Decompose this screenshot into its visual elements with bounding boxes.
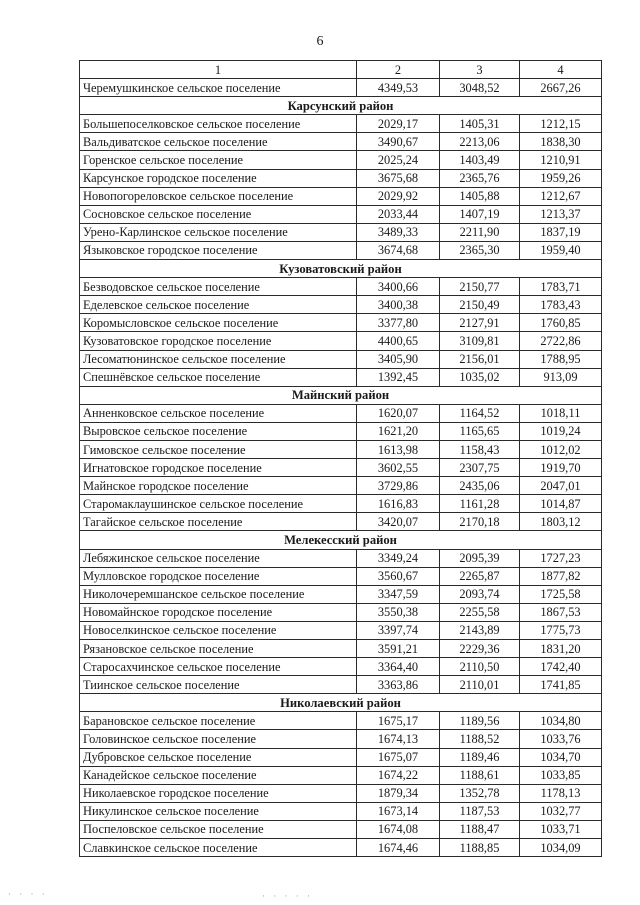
value-cell-col3: 1405,31 (440, 115, 520, 133)
table-row (80, 350, 602, 368)
table-row (80, 151, 602, 169)
value-cell-col2: 1673,14 (357, 802, 440, 820)
value-cell-col3: 2150,77 (440, 278, 520, 296)
value-cell-col4: 1727,23 (520, 549, 602, 567)
value-cell-col2: 1674,46 (357, 839, 440, 857)
settlement-name-cell: Поспеловское сельское поселение (80, 820, 357, 838)
value-cell-col2: 1674,22 (357, 766, 440, 784)
table-row (80, 187, 602, 205)
table-row (80, 567, 602, 585)
value-cell-col3: 1189,46 (440, 748, 520, 766)
settlement-name-cell: Старосахчинское сельское поселение (80, 658, 357, 676)
value-cell-col3: 2170,18 (440, 513, 520, 531)
value-cell-col4: 1838,30 (520, 133, 602, 151)
value-cell-col4: 1742,40 (520, 658, 602, 676)
value-cell-col2: 3490,67 (357, 133, 440, 151)
settlement-name-cell: Гимовское сельское поселение (80, 440, 357, 458)
settlement-name-cell: Новомайнское городское поселение (80, 603, 357, 621)
value-cell-col4: 1033,76 (520, 730, 602, 748)
district-header-row (80, 97, 602, 115)
value-cell-col3: 1035,02 (440, 368, 520, 386)
table-row (80, 676, 602, 694)
value-cell-col4: 1741,85 (520, 676, 602, 694)
table-row (80, 422, 602, 440)
value-cell-col2: 1674,08 (357, 820, 440, 838)
table-row (80, 839, 602, 857)
value-cell-col4: 1034,70 (520, 748, 602, 766)
settlement-name-cell: Головинское сельское поселение (80, 730, 357, 748)
table-header-row (80, 61, 602, 79)
settlement-name-cell: Черемушкинское сельское поселение (80, 79, 357, 97)
value-cell-col2: 3347,59 (357, 585, 440, 603)
table-row (80, 730, 602, 748)
value-cell-col4: 1212,67 (520, 187, 602, 205)
district-header-row (80, 694, 602, 712)
value-cell-col2: 3602,55 (357, 459, 440, 477)
value-cell-col4: 1210,91 (520, 151, 602, 169)
value-cell-col3: 1188,52 (440, 730, 520, 748)
settlement-name-cell: Новопогореловское сельское поселение (80, 187, 357, 205)
value-cell-col4: 1837,19 (520, 223, 602, 241)
settlement-name-cell: Коромысловское сельское поселение (80, 314, 357, 332)
settlement-name-cell: Еделевское сельское поселение (80, 296, 357, 314)
value-cell-col4: 1213,37 (520, 205, 602, 223)
district-name: Николаевский район (80, 694, 602, 712)
value-cell-col4: 1178,13 (520, 784, 602, 802)
table-row (80, 513, 602, 531)
value-cell-col4: 1034,80 (520, 712, 602, 730)
settlement-name-cell: Славкинское сельское поселение (80, 839, 357, 857)
value-cell-col3: 1187,53 (440, 802, 520, 820)
value-cell-col3: 2127,91 (440, 314, 520, 332)
settlement-name-cell: Старомаклаушинское сельское поселение (80, 495, 357, 513)
value-cell-col3: 2156,01 (440, 350, 520, 368)
table-row (80, 712, 602, 730)
value-cell-col4: 1783,71 (520, 278, 602, 296)
value-cell-col2: 3397,74 (357, 621, 440, 639)
value-cell-col4: 1725,58 (520, 585, 602, 603)
settlement-name-cell: Большепоселковское сельское поселение (80, 115, 357, 133)
value-cell-col3: 2265,87 (440, 567, 520, 585)
table-row (80, 278, 602, 296)
value-cell-col2: 1392,45 (357, 368, 440, 386)
value-cell-col3: 2307,75 (440, 459, 520, 477)
table-row (80, 133, 602, 151)
table-row (80, 820, 602, 838)
value-cell-col4: 1032,77 (520, 802, 602, 820)
value-cell-col2: 3420,07 (357, 513, 440, 531)
value-cell-col4: 1760,85 (520, 314, 602, 332)
settlement-name-cell: Лесоматюнинское сельское поселение (80, 350, 357, 368)
settlement-name-cell: Николаевское городское поселение (80, 784, 357, 802)
table-row (80, 802, 602, 820)
value-cell-col3: 2093,74 (440, 585, 520, 603)
value-cell-col2: 2029,92 (357, 187, 440, 205)
value-cell-col2: 3489,33 (357, 223, 440, 241)
table-body (80, 79, 602, 857)
value-cell-col2: 3675,68 (357, 169, 440, 187)
table-row (80, 766, 602, 784)
value-cell-col2: 2033,44 (357, 205, 440, 223)
value-cell-col2: 1675,17 (357, 712, 440, 730)
value-cell-col2: 4400,65 (357, 332, 440, 350)
value-cell-col2: 3729,86 (357, 477, 440, 495)
value-cell-col2: 3364,40 (357, 658, 440, 676)
table-row (80, 658, 602, 676)
value-cell-col4: 1788,95 (520, 350, 602, 368)
value-cell-col2: 1621,20 (357, 422, 440, 440)
value-cell-col4: 1959,26 (520, 169, 602, 187)
table-row (80, 477, 602, 495)
settlement-name-cell: Вальдиватское сельское поселение (80, 133, 357, 151)
value-cell-col3: 2435,06 (440, 477, 520, 495)
value-cell-col3: 3109,81 (440, 332, 520, 350)
value-cell-col3: 1188,85 (440, 839, 520, 857)
table-row (80, 115, 602, 133)
settlement-name-cell: Мулловское городское поселение (80, 567, 357, 585)
value-cell-col4: 2722,86 (520, 332, 602, 350)
settlement-name-cell: Спешнёвское сельское поселение (80, 368, 357, 386)
table-row (80, 549, 602, 567)
value-cell-col3: 1188,61 (440, 766, 520, 784)
table-row (80, 332, 602, 350)
table-row (80, 440, 602, 458)
settlement-name-cell: Выровское сельское поселение (80, 422, 357, 440)
value-cell-col2: 3405,90 (357, 350, 440, 368)
settlement-name-cell: Николочеремшанское сельское поселение (80, 585, 357, 603)
scan-edge-mark: · · · · · (262, 891, 313, 901)
settlement-name-cell: Канадейское сельское поселение (80, 766, 357, 784)
settlement-name-cell: Лебяжинское сельское поселение (80, 549, 357, 567)
table-row (80, 368, 602, 386)
value-cell-col3: 2255,58 (440, 603, 520, 621)
table-row (80, 205, 602, 223)
value-cell-col3: 2150,49 (440, 296, 520, 314)
district-name: Карсунский район (80, 97, 602, 115)
value-cell-col2: 3363,86 (357, 676, 440, 694)
value-cell-col3: 2110,01 (440, 676, 520, 694)
value-cell-col2: 1674,13 (357, 730, 440, 748)
value-cell-col3: 1161,28 (440, 495, 520, 513)
value-cell-col4: 1783,43 (520, 296, 602, 314)
value-cell-col3: 2365,30 (440, 241, 520, 259)
value-cell-col2: 3591,21 (357, 640, 440, 658)
settlement-name-cell: Барановское сельское поселение (80, 712, 357, 730)
value-cell-col2: 3560,67 (357, 567, 440, 585)
value-cell-col2: 1616,83 (357, 495, 440, 513)
settlement-name-cell: Тиинское сельское поселение (80, 676, 357, 694)
value-cell-col3: 2143,89 (440, 621, 520, 639)
settlement-name-cell: Горенское сельское поселение (80, 151, 357, 169)
value-cell-col3: 1165,65 (440, 422, 520, 440)
value-cell-col4: 1877,82 (520, 567, 602, 585)
data-table (79, 60, 602, 857)
value-cell-col3: 2110,50 (440, 658, 520, 676)
value-cell-col3: 1188,47 (440, 820, 520, 838)
value-cell-col4: 1803,12 (520, 513, 602, 531)
settlement-name-cell: Новоселкинское сельское поселение (80, 621, 357, 639)
settlement-name-cell: Майнское городское поселение (80, 477, 357, 495)
scan-edge-mark: · · · · (8, 889, 48, 899)
value-cell-col3: 1158,43 (440, 440, 520, 458)
value-cell-col2: 4349,53 (357, 79, 440, 97)
value-cell-col4: 1018,11 (520, 404, 602, 422)
value-cell-col2: 1620,07 (357, 404, 440, 422)
value-cell-col2: 2025,24 (357, 151, 440, 169)
table-row (80, 223, 602, 241)
settlement-name-cell: Карсунское городское поселение (80, 169, 357, 187)
table-row (80, 169, 602, 187)
table-row (80, 404, 602, 422)
value-cell-col3: 1407,19 (440, 205, 520, 223)
value-cell-col4: 1012,02 (520, 440, 602, 458)
settlement-name-cell: Тагайское сельское поселение (80, 513, 357, 531)
district-name: Кузоватовский район (80, 260, 602, 278)
table-row (80, 784, 602, 802)
column-header-2: 2 (357, 61, 440, 79)
value-cell-col4: 1959,40 (520, 241, 602, 259)
value-cell-col2: 1675,07 (357, 748, 440, 766)
district-header-row (80, 260, 602, 278)
value-cell-col3: 1405,88 (440, 187, 520, 205)
district-name: Мелекесский район (80, 531, 602, 549)
value-cell-col4: 1033,85 (520, 766, 602, 784)
value-cell-col4: 913,09 (520, 368, 602, 386)
value-cell-col3: 2211,90 (440, 223, 520, 241)
value-cell-col4: 2047,01 (520, 477, 602, 495)
settlement-name-cell: Анненковское сельское поселение (80, 404, 357, 422)
table-row (80, 495, 602, 513)
settlement-name-cell: Дубровское сельское поселение (80, 748, 357, 766)
settlement-name-cell: Безводовское сельское поселение (80, 278, 357, 296)
value-cell-col3: 2229,36 (440, 640, 520, 658)
value-cell-col4: 1033,71 (520, 820, 602, 838)
settlement-name-cell: Рязановское сельское поселение (80, 640, 357, 658)
value-cell-col4: 1019,24 (520, 422, 602, 440)
settlement-name-cell: Кузоватовское городское поселение (80, 332, 357, 350)
value-cell-col4: 1034,09 (520, 839, 602, 857)
table-row (80, 296, 602, 314)
table-row (80, 314, 602, 332)
table-row (80, 585, 602, 603)
settlement-name-cell: Сосновское сельское поселение (80, 205, 357, 223)
table-row (80, 748, 602, 766)
column-header-3: 3 (440, 61, 520, 79)
district-header-row (80, 531, 602, 549)
value-cell-col2: 3377,80 (357, 314, 440, 332)
table-row (80, 79, 602, 97)
value-cell-col3: 1352,78 (440, 784, 520, 802)
value-cell-col4: 1919,70 (520, 459, 602, 477)
district-name: Майнский район (80, 386, 602, 404)
value-cell-col3: 1164,52 (440, 404, 520, 422)
value-cell-col3: 3048,52 (440, 79, 520, 97)
value-cell-col2: 2029,17 (357, 115, 440, 133)
value-cell-col3: 1403,49 (440, 151, 520, 169)
value-cell-col4: 1775,73 (520, 621, 602, 639)
value-cell-col3: 1189,56 (440, 712, 520, 730)
page-number: 6 (316, 34, 324, 49)
table-row (80, 241, 602, 259)
value-cell-col2: 3400,66 (357, 278, 440, 296)
value-cell-col3: 2365,76 (440, 169, 520, 187)
settlement-name-cell: Урено-Карлинское сельское поселение (80, 223, 357, 241)
value-cell-col4: 1014,87 (520, 495, 602, 513)
settlement-name-cell: Никулинское сельское поселение (80, 802, 357, 820)
column-header-1: 1 (80, 61, 357, 79)
value-cell-col2: 3674,68 (357, 241, 440, 259)
value-cell-col2: 3349,24 (357, 549, 440, 567)
value-cell-col2: 1613,98 (357, 440, 440, 458)
table-row (80, 603, 602, 621)
value-cell-col3: 2095,39 (440, 549, 520, 567)
value-cell-col4: 1867,53 (520, 603, 602, 621)
value-cell-col4: 1831,20 (520, 640, 602, 658)
value-cell-col3: 2213,06 (440, 133, 520, 151)
value-cell-col2: 3400,38 (357, 296, 440, 314)
settlement-name-cell: Языковское городское поселение (80, 241, 357, 259)
settlement-name-cell: Игнатовское городское поселение (80, 459, 357, 477)
value-cell-col4: 2667,26 (520, 79, 602, 97)
column-header-4: 4 (520, 61, 602, 79)
table-row (80, 621, 602, 639)
table-row (80, 640, 602, 658)
table-row (80, 459, 602, 477)
value-cell-col4: 1212,15 (520, 115, 602, 133)
value-cell-col2: 1879,34 (357, 784, 440, 802)
district-header-row (80, 386, 602, 404)
value-cell-col2: 3550,38 (357, 603, 440, 621)
